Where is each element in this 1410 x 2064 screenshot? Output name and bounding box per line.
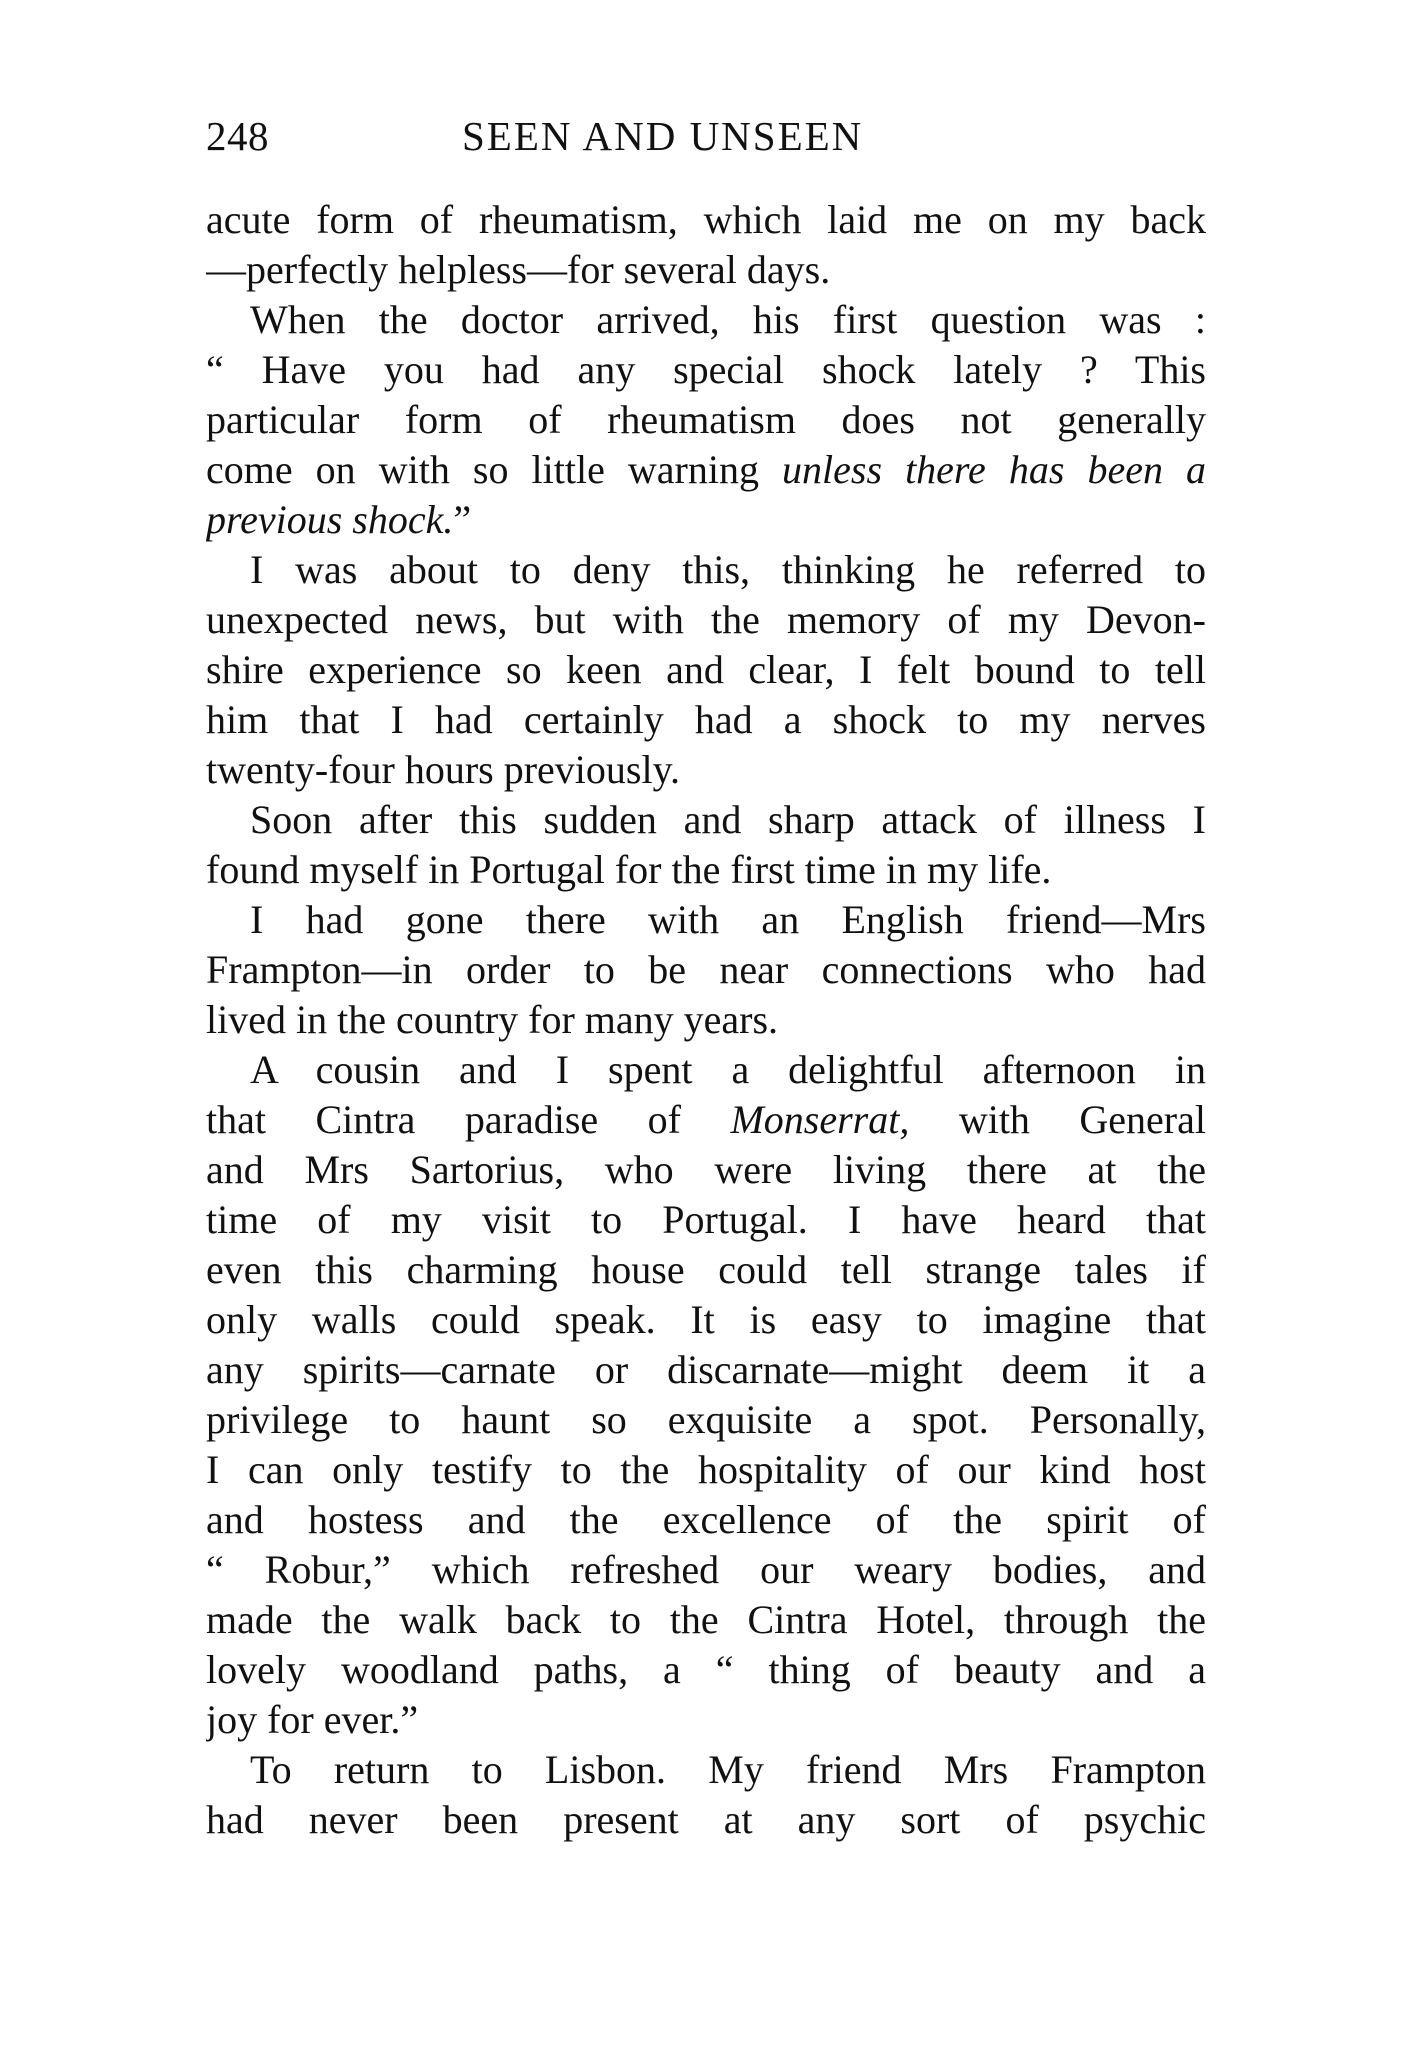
text-line bbox=[206, 595, 1206, 645]
text-segment: shire experience so keen and clear, I felt bound to tell bbox=[206, 647, 1206, 692]
text-line bbox=[206, 995, 1206, 1045]
text-line bbox=[206, 495, 1206, 545]
text-segment: that Cintra paradise of bbox=[206, 1097, 731, 1142]
text-segment: When the doctor arrived, his first question was : bbox=[250, 297, 1206, 342]
page-header bbox=[206, 112, 1206, 172]
text-segment: I had gone there with an English friend—Mrs bbox=[250, 897, 1206, 942]
text-segment: with General bbox=[909, 1097, 1206, 1142]
text-segment: To return to Lisbon. My friend Mrs Frampton bbox=[250, 1747, 1206, 1792]
italic-text: Monserrat, bbox=[730, 1097, 910, 1142]
text-line bbox=[206, 345, 1206, 395]
text-segment: and hostess and the excellence of the spirit of bbox=[206, 1497, 1206, 1542]
text-line bbox=[206, 195, 1206, 245]
text-line bbox=[206, 545, 1206, 595]
paragraph bbox=[206, 295, 1206, 545]
text-segment: lived in the country for many years. bbox=[206, 997, 779, 1042]
text-line bbox=[206, 795, 1206, 845]
text-line bbox=[206, 1445, 1206, 1495]
text-segment: Soon after this sudden and sharp attack of illness I bbox=[250, 797, 1206, 842]
text-segment: him that I had certainly had a shock to my nerves bbox=[206, 697, 1206, 742]
italic-text: previous shock. bbox=[206, 497, 454, 542]
text-line bbox=[206, 1695, 1206, 1745]
italic-text: unless there has been a bbox=[782, 447, 1206, 492]
paragraph bbox=[206, 1745, 1206, 1845]
text-line bbox=[206, 1795, 1206, 1845]
text-line bbox=[206, 445, 1206, 495]
body-text bbox=[206, 195, 1206, 1995]
text-line bbox=[206, 845, 1206, 895]
text-segment: I was about to deny this, thinking he referred to bbox=[250, 547, 1206, 592]
text-line bbox=[206, 245, 1206, 295]
text-segment: come on with so little warning bbox=[206, 447, 783, 492]
paragraph bbox=[206, 895, 1206, 1045]
text-segment: and Mrs Sartorius, who were living there at the bbox=[206, 1147, 1206, 1192]
text-line bbox=[206, 1495, 1206, 1545]
paragraph bbox=[206, 195, 1206, 295]
text-segment: unexpected news, but with the memory of my Devon- bbox=[206, 597, 1206, 642]
text-line bbox=[206, 1545, 1206, 1595]
text-line bbox=[206, 1745, 1206, 1795]
text-line bbox=[206, 695, 1206, 745]
text-line bbox=[206, 945, 1206, 995]
page-number: 248 bbox=[206, 113, 269, 159]
text-segment: joy for ever.” bbox=[206, 1697, 419, 1742]
text-segment: A cousin and I spent a delightful afternoon in bbox=[250, 1047, 1206, 1092]
text-segment: Frampton—in order to be near connections who had bbox=[206, 947, 1206, 992]
text-segment: lovely woodland paths, a “ thing of beauty and a bbox=[206, 1647, 1206, 1692]
running-title: SEEN AND UNSEEN bbox=[462, 113, 864, 159]
text-segment: “ Have you had any special shock lately ? This bbox=[206, 347, 1206, 392]
text-line bbox=[206, 1595, 1206, 1645]
text-segment: made the walk back to the Cintra Hotel, through the bbox=[206, 1597, 1206, 1642]
text-line bbox=[206, 1245, 1206, 1295]
text-segment: —perfectly helpless—for several days. bbox=[206, 247, 831, 292]
text-segment: ” bbox=[453, 497, 472, 542]
paragraph bbox=[206, 795, 1206, 895]
text-segment: any spirits—carnate or discarnate—might deem it a bbox=[206, 1347, 1206, 1392]
text-segment: had never been present at any sort of psychic bbox=[206, 1797, 1206, 1842]
text-line bbox=[206, 1145, 1206, 1195]
text-segment: only walls could speak. It is easy to imagine that bbox=[206, 1297, 1206, 1342]
text-line bbox=[206, 1195, 1206, 1245]
text-line bbox=[206, 1045, 1206, 1095]
text-line bbox=[206, 645, 1206, 695]
text-line bbox=[206, 295, 1206, 345]
text-segment: privilege to haunt so exquisite a spot. Personally, bbox=[206, 1397, 1206, 1442]
text-line bbox=[206, 745, 1206, 795]
text-line bbox=[206, 395, 1206, 445]
text-line bbox=[206, 895, 1206, 945]
text-segment: acute form of rheumatism, which laid me on my back bbox=[206, 197, 1206, 242]
text-segment: I can only testify to the hospitality of our kind host bbox=[206, 1447, 1206, 1492]
paragraph bbox=[206, 1045, 1206, 1745]
text-line bbox=[206, 1645, 1206, 1695]
text-segment: particular form of rheumatism does not generally bbox=[206, 397, 1206, 442]
text-segment: even this charming house could tell strange tales if bbox=[206, 1247, 1206, 1292]
text-line bbox=[206, 1395, 1206, 1445]
text-line bbox=[206, 1095, 1206, 1145]
paragraph bbox=[206, 545, 1206, 795]
text-segment: found myself in Portugal for the first time in my life. bbox=[206, 847, 1052, 892]
text-line bbox=[206, 1295, 1206, 1345]
text-segment: twenty-four hours previously. bbox=[206, 747, 680, 792]
text-line bbox=[206, 1345, 1206, 1395]
text-segment: “ Robur,” which refreshed our weary bodies, and bbox=[206, 1547, 1206, 1592]
text-segment: time of my visit to Portugal. I have heard that bbox=[206, 1197, 1206, 1242]
